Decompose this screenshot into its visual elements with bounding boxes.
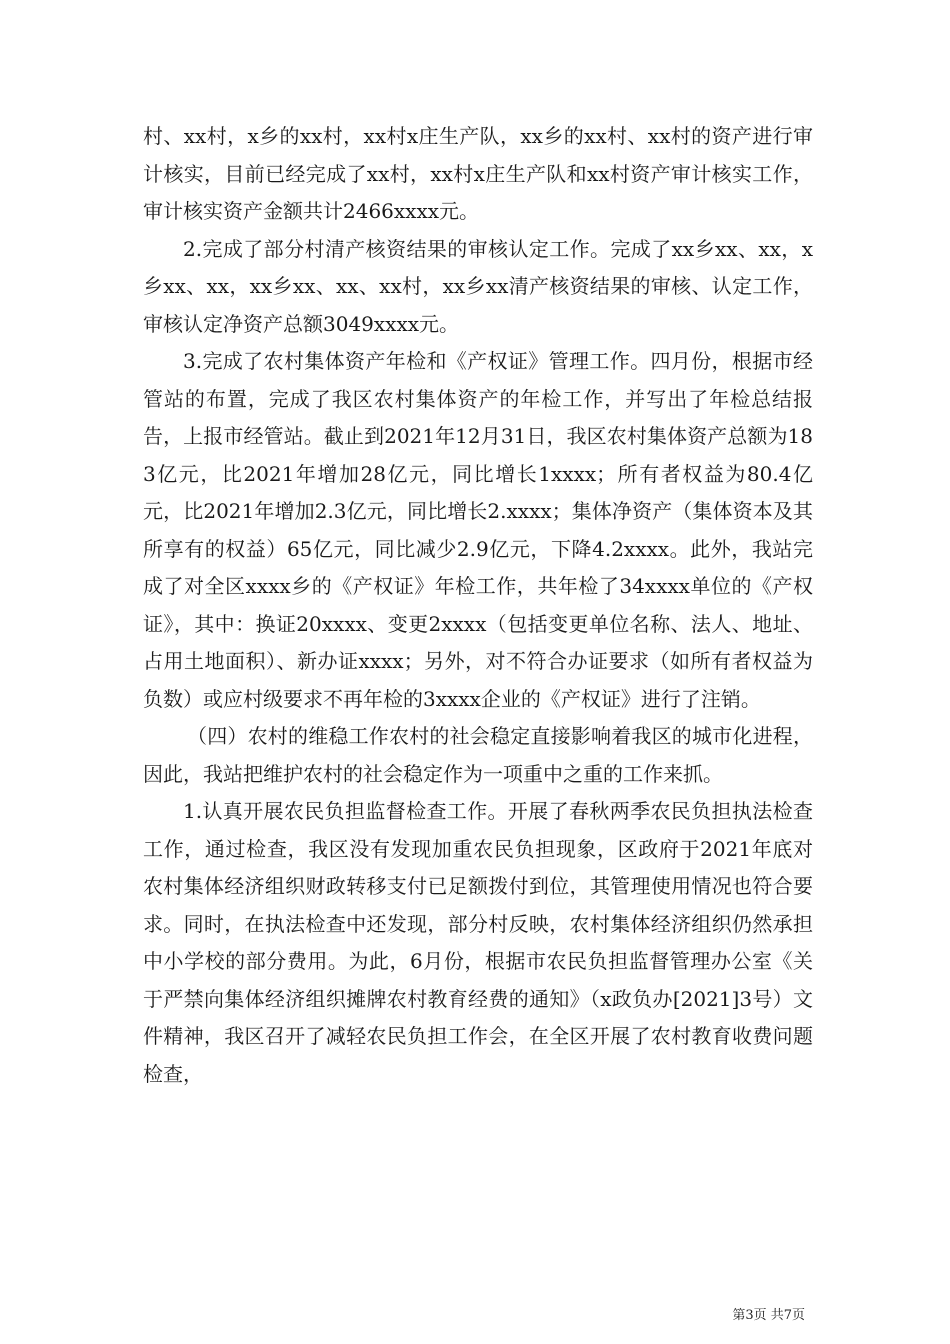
paragraph-item-3: 3.完成了农村集体资产年检和《产权证》管理工作。四月份，根据市经管站的布置，完成了我区农村集体资产的年检工作，并写出了年检总结报告，上报市经管站。截止到2021年12月31日，我区农村集体资产总额为183亿元，比2021年增加28亿元，同比增长1xxxx；所有者权益为80.4亿元，比2021年增加2.3亿元，同比增长2.xxxx；集体净资产（集体资本及其所享有的权益）65亿元，同比减少2.9亿元，下降4.2xxxx。此外，我站完成了对全区xxxx乡的《产权证》年检工作，共年检了34xxxx单位的《产权证》，其中：换证20xxxx、变更2xxxx（包括变更单位名称、法人、地址、占用土地面积）、新办证xxxx；另外，对不符合办证要求（如所有者权益为负数）或应村级要求不再年检的3xxxx企业的《产权证》进行了注销。 <box>143 349 813 711</box>
paragraph-item-2: 2.完成了部分村清产核资结果的审核认定工作。完成了xx乡xx、xx，x乡xx、xx，xx乡xx、xx、xx村，xx乡xx清产核资结果的审核、认定工作，审核认定净资产总额3049xxxx元。 <box>143 236 813 336</box>
paragraph-item-1: 1.认真开展农民负担监督检查工作。开展了春秋两季农民负担执法检查工作，通过检查，我区没有发现加重农民负担现象，区政府于2021年底对农村集体经济组织财政转移支付已足额拨付到位，其管理使用情况也符合要求。同时，在执法检查中还发现，部分村反映，农村集体经济组织仍然承担中小学校的部分费用。为此，6月份，根据市农民负担监督管理办公室《关于严禁向集体经济组织摊牌农村教育经费的通知》（x政负办[2021]3号）文件精神，我区召开了减轻农民负担工作会，在全区开展了农村教育收费问题检查， <box>143 799 813 1086</box>
page-number: 第3页 共7页 <box>732 1308 805 1323</box>
paragraph-section-4: （四）农村的维稳工作农村的社会稳定直接影响着我区的城市化进程，因此，我站把维护农村的社会稳定作为一项重中之重的工作来抓。 <box>143 724 813 786</box>
document-body <box>143 118 813 1093</box>
paragraph-continued: 村、xx村，x乡的xx村，xx村x庄生产队，xx乡的xx村、xx村的资产进行审计核实，目前已经完成了xx村，xx村x庄生产队和xx村资产审计核实工作，审计核实资产金额共计2466xxxx元。 <box>143 124 813 223</box>
